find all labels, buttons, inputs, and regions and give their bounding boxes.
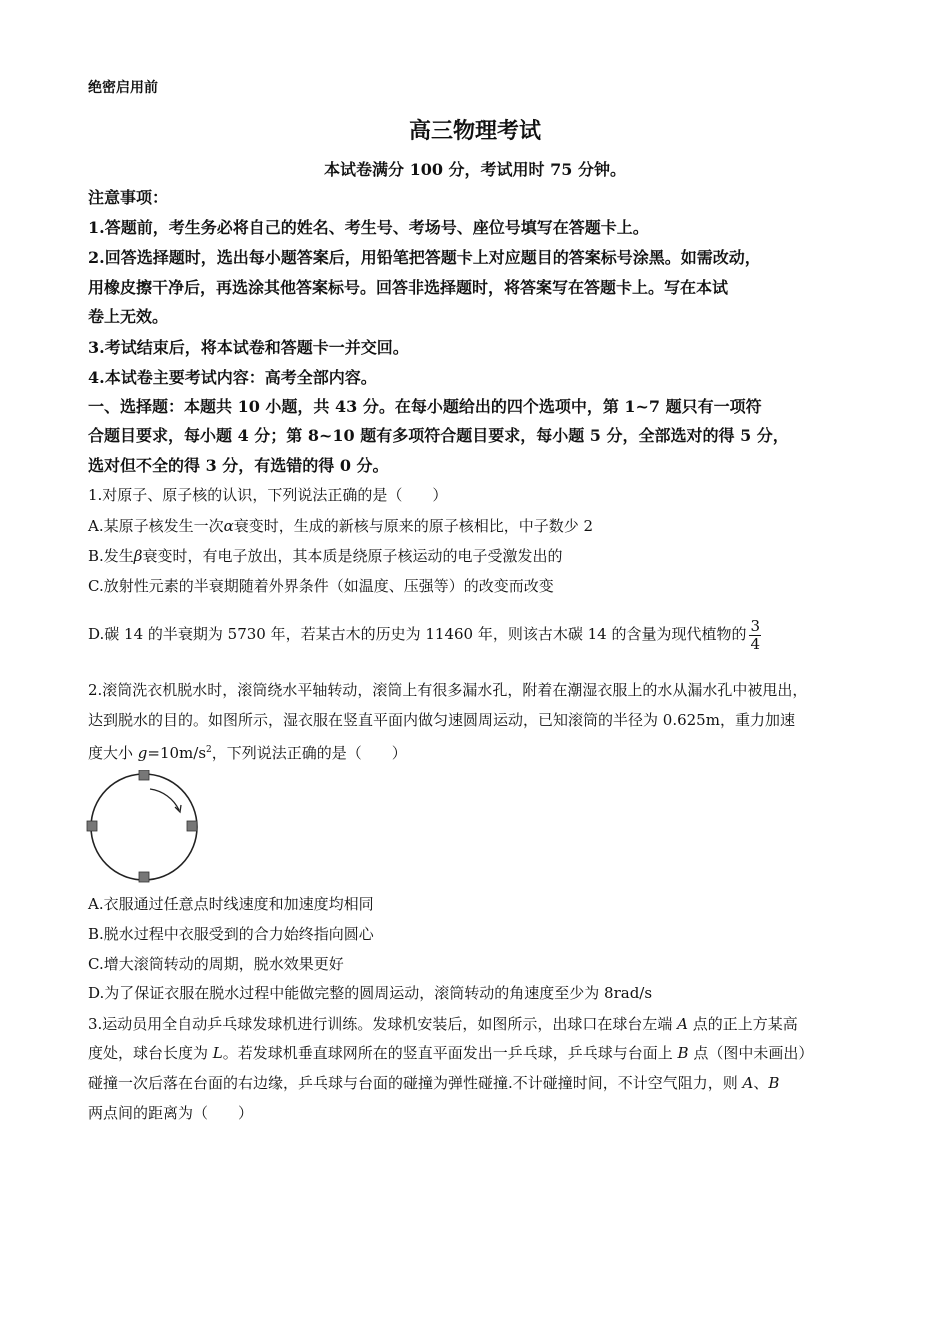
clothes-right <box>187 821 197 831</box>
q1-stem: 1.对原子、原子核的认识，下列说法正确的是（ ） <box>88 486 448 504</box>
drum-circle <box>91 774 197 880</box>
q1-option-c: C.放射性元素的半衰期随着外界条件（如温度、压强等）的改变而改变 <box>88 577 554 595</box>
note-3: 3.考试结束后，将本试卷和答题卡一并交回。 <box>88 338 409 357</box>
note-1: 1.答题前，考生务必将自己的姓名、考生号、考场号、座位号填写在答题卡上。 <box>88 218 649 237</box>
notes-heading: 注意事项： <box>88 188 169 207</box>
note-2-line-2: 用橡皮擦干净后，再选涂其他答案标号。回答非选择题时，将答案写在答题卡上。写在本试 <box>88 278 729 297</box>
q3-line-4: 两点间的距离为（ ） <box>88 1104 254 1122</box>
note-2-line-1: 2.回答选择题时，选出每小题答案后，用铅笔把答题卡上对应题目的答案标号涂黑。如需改动， <box>88 248 761 267</box>
q2-line-3: 度大小 $g=10m/s^2$，下列说法正确的是（ ） <box>88 744 407 762</box>
clothes-top <box>139 770 149 780</box>
q3-line-3: 碰撞一次后落在台面的右边缘，乒乓球与台面的碰撞为弹性碰撞.不计碰撞时间，不计空气阻力，则 A、B <box>88 1074 780 1092</box>
q2-line-1: 2.滚筒洗衣机脱水时，滚筒绕水平轴转动，滚筒上有很多漏水孔，附着在潮湿衣服上的水从漏水孔中被甩出， <box>88 681 808 699</box>
note-2-line-3: 卷上无效。 <box>88 307 169 326</box>
page-title: 高三物理考试 <box>408 118 541 144</box>
q2-option-c: C.增大滚筒转动的周期，脱水效果更好 <box>88 955 344 973</box>
page-subtitle: 本试卷满分 100 分，考试用时 75 分钟。 <box>324 160 626 179</box>
q1-option-a: A.某原子核发生一次α衰变时，生成的新核与原来的原子核相比，中子数少 2 <box>88 517 594 535</box>
q1-option-d: D.碳 14 的半衰期为 5730 年，若某古木的历史为 11460 年，则该古木碳 14 的含量为现代植物的 $\frac{3}{4}$ <box>88 616 761 653</box>
secret-label: 绝密启用前 <box>88 80 158 96</box>
q3-line-1: 3.运动员用全自动乒乓球发球机进行训练。发球机安装后，如图所示，出球口在球台左端 A 点的正上方某高 <box>88 1015 798 1033</box>
q2-option-d: D.为了保证衣服在脱水过程中能做完整的圆周运动，滚筒转动的角速度至少为 8rad/s <box>88 984 653 1002</box>
q3-line-2: 度处，球台长度为 L。若发球机垂直球网所在的竖直平面发出一乒乓球，乒乓球与台面上 B 点（图中未画出） <box>88 1044 814 1062</box>
section-line-1: 一、选择题：本题共 10 小题，共 43 分。在每小题给出的四个选项中，第 1~7 题只有一项符 <box>88 397 762 416</box>
fraction: $\frac{3}{4}$ <box>750 616 761 653</box>
section-line-2: 合题目要求，每小题 4 分；第 8~10 题有多项符合题目要求，每小题 5 分，全部选对的得 5 分， <box>88 426 789 445</box>
note-4: 4.本试卷主要考试内容：高考全部内容。 <box>88 368 377 387</box>
q2-option-b: B.脱水过程中衣服受到的合力始终指向圆心 <box>88 925 374 943</box>
q2-line-2: 达到脱水的目的。如图所示，湿衣服在竖直平面内做匀速圆周运动，已知滚筒的半径为 0.625m，重力加速 <box>88 711 795 729</box>
section-line-3: 选对但不全的得 3 分，有选错的得 0 分。 <box>88 456 389 475</box>
q2-option-a: A.衣服通过任意点时线速度和加速度均相同 <box>88 895 374 913</box>
q1-option-b: B.发生β衰变时，有电子放出，其本质是绕原子核运动的电子受激发出的 <box>88 547 563 565</box>
clothes-left <box>87 821 97 831</box>
rotation-arrow <box>150 789 179 810</box>
drum-figure <box>84 770 204 886</box>
clothes-bottom <box>139 872 149 882</box>
